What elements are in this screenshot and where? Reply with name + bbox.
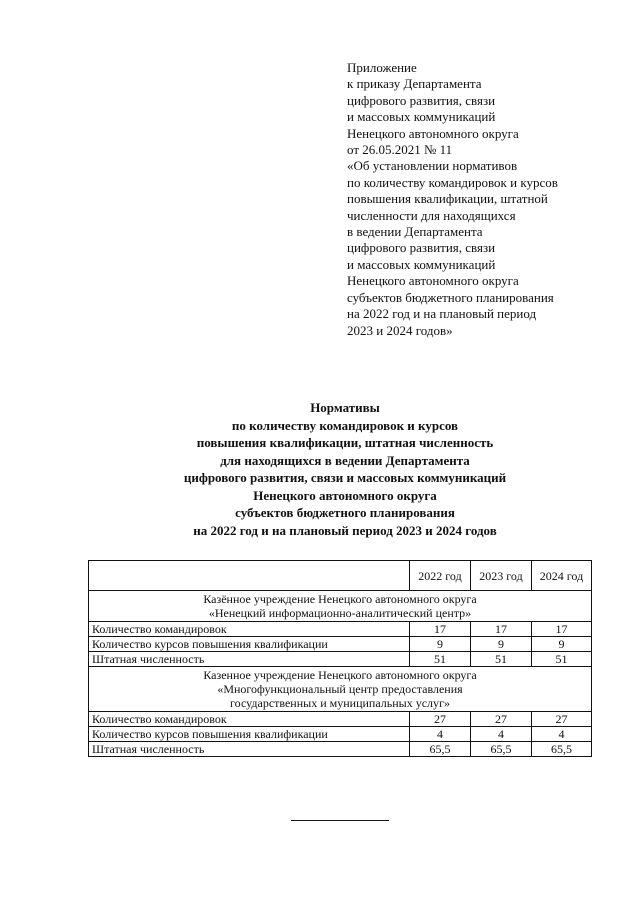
value-cell: 27 — [471, 712, 532, 727]
table-header-row — [89, 561, 592, 591]
appendix-line: цифрового развития, связи — [347, 92, 496, 108]
value-cell: 17 — [471, 622, 532, 637]
value-cell: 65,5 — [410, 742, 471, 757]
appendix-header — [347, 60, 627, 339]
title-line: субъектов бюджетного планирования — [235, 505, 455, 520]
row-label: Штатная численность — [89, 742, 410, 757]
end-divider-line — [291, 820, 389, 821]
org-name-line: «Ненецкий информационно-аналитический центр» — [208, 606, 472, 620]
appendix-line: «Об установлении нормативов — [347, 158, 518, 174]
table-row — [89, 652, 592, 667]
value-cell: 17 — [532, 622, 592, 637]
value-cell: 27 — [410, 712, 471, 727]
appendix-line: повышения квалификации, штатной — [347, 191, 548, 207]
appendix-line: Ненецкого автономного округа — [347, 125, 519, 141]
norms-table — [88, 560, 592, 757]
header-cell-2023: 2023 год — [471, 561, 532, 591]
appendix-line: субъектов бюджетного планирования — [347, 289, 554, 305]
org-header-row — [89, 591, 592, 622]
appendix-line: на 2022 год и на плановый период — [347, 306, 537, 322]
appendix-line: цифрового развития, связи — [347, 240, 496, 256]
title-line: Ненецкого автономного округа — [253, 487, 437, 503]
value-cell: 51 — [532, 652, 592, 667]
appendix-line: и массовых коммуникаций — [347, 109, 496, 125]
value-cell: 51 — [410, 652, 471, 667]
title-line: Нормативы — [310, 400, 380, 415]
title-line: цифрового развития, связи и массовых коммуникаций — [183, 470, 507, 485]
header-cell-2024: 2024 год — [532, 561, 592, 591]
title-line: на 2022 год и на плановый период 2023 и 2024 годов — [193, 522, 497, 538]
header-cell-empty — [89, 561, 410, 591]
appendix-line: по количеству командировок и курсов — [347, 174, 558, 190]
value-cell: 65,5 — [532, 742, 592, 757]
org-name-line: Казенное учреждение Ненецкого автономного округа — [203, 668, 477, 682]
appendix-line: Приложение — [347, 60, 417, 75]
appendix-line: от 26.05.2021 № 11 — [347, 142, 453, 158]
value-cell: 9 — [471, 637, 532, 652]
table-row — [89, 712, 592, 727]
appendix-line: и массовых коммуникаций — [347, 256, 496, 272]
value-cell: 17 — [410, 622, 471, 637]
table-row — [89, 622, 592, 637]
document-title — [120, 399, 570, 539]
org-name-line: «Многофункциональный центр предоставления — [217, 682, 463, 696]
title-line: повышения квалификации, штатная численность — [196, 435, 494, 450]
row-label: Количество командировок — [89, 622, 410, 637]
row-label: Количество курсов повышения квалификации — [89, 727, 410, 742]
row-label: Штатная численность — [89, 652, 410, 667]
value-cell: 27 — [532, 712, 592, 727]
appendix-line: 2023 и 2024 годов» — [347, 322, 453, 338]
row-label: Количество командировок — [89, 712, 410, 727]
org-name-line: государственных и муниципальных услуг» — [230, 696, 450, 710]
value-cell: 9 — [410, 637, 471, 652]
appendix-line: Ненецкого автономного округа — [347, 273, 519, 289]
header-cell-2022: 2022 год — [410, 561, 471, 591]
value-cell: 9 — [532, 637, 592, 652]
appendix-line: в ведении Департамента — [347, 224, 483, 240]
row-label: Количество курсов повышения квалификации — [89, 637, 410, 652]
table-row — [89, 742, 592, 757]
table-row — [89, 727, 592, 742]
appendix-line: численности для находящихся — [347, 207, 516, 223]
value-cell: 65,5 — [471, 742, 532, 757]
value-cell: 4 — [471, 727, 532, 742]
value-cell: 51 — [471, 652, 532, 667]
title-line: по количеству командировок и курсов — [231, 417, 459, 433]
value-cell: 4 — [410, 727, 471, 742]
appendix-line: к приказу Департамента — [347, 76, 482, 92]
table-row — [89, 637, 592, 652]
org-name-cell — [89, 591, 592, 622]
org-name-line: Казённое учреждение Ненецкого автономного округа — [203, 592, 477, 606]
title-line: для находящихся в ведении Департамента — [220, 452, 470, 468]
org-header-row — [89, 667, 592, 712]
value-cell: 4 — [532, 727, 592, 742]
org-name-cell — [89, 667, 592, 712]
